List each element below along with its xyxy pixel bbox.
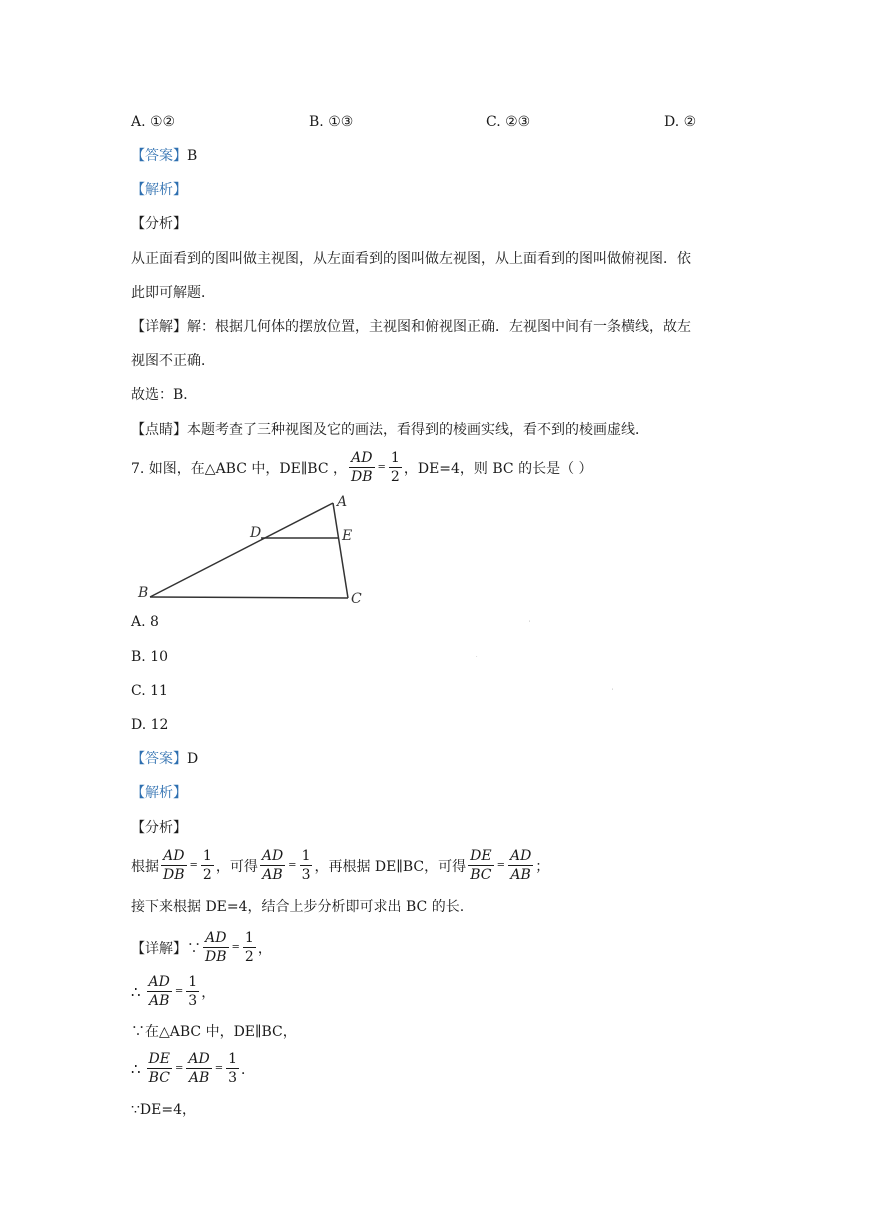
q6-fenxi-heading: 【分析】: [131, 216, 187, 232]
fraction-denominator: 3: [301, 867, 311, 883]
fraction-numerator: AD: [161, 847, 187, 866]
detail-line-1: [131, 929, 272, 966]
detail-tag: 【详解】∵: [131, 940, 201, 957]
fraction-numerator: AD: [509, 848, 532, 864]
answer-tag: 【答案】: [131, 148, 187, 164]
q7-option-d: D. 12: [131, 717, 169, 733]
q7-fraction-denominator: DB: [351, 469, 373, 485]
q7-option-b: B. 10: [131, 649, 169, 665]
equals-sign: =: [496, 860, 505, 871]
fraction-numerator: AD: [261, 848, 284, 864]
fraction-denominator: BC: [470, 867, 492, 883]
detail-fraction-2-rhs: [186, 973, 199, 1010]
analysis-fraction-2-rhs: [300, 847, 313, 884]
detail-line-4: [131, 1050, 255, 1087]
answer-value: D: [187, 751, 199, 767]
q7-fraction: [349, 449, 375, 486]
q7-fraction-rhs: [389, 449, 402, 486]
equals-sign: =: [231, 942, 240, 953]
fraction-numerator: 1: [202, 848, 212, 864]
q6-fenxi-text-1: 从正面看到的图叫做主视图，从左面看到的图叫做左视图，从上面看到的图叫做俯视图．依: [131, 251, 691, 267]
q7-option-a: A. 8: [131, 614, 159, 630]
analysis-fraction-1: [161, 847, 187, 884]
q6-option-a: A. ①②: [131, 114, 176, 130]
fraction-denominator: 2: [202, 867, 212, 883]
q7-stem: [131, 449, 593, 486]
equals-sign: =: [174, 986, 184, 997]
q6-xiangjie-text-2: 视图不正确．: [131, 353, 215, 369]
fraction-denominator: DB: [205, 949, 227, 965]
q7-answer: [131, 749, 198, 769]
fraction-numerator: AD: [188, 1051, 210, 1067]
q6-jiexi-heading: 【解析】: [131, 182, 187, 198]
q6-option-b: B. ①③: [309, 114, 354, 130]
analysis-fraction-2: [260, 847, 285, 884]
equals-sign: =: [175, 1063, 184, 1074]
detail-line-2: [131, 973, 215, 1010]
q6-option-c: C. ②③: [486, 114, 531, 130]
equals-sign: =: [189, 860, 198, 871]
label-b: B: [138, 585, 149, 601]
fraction-denominator: AB: [188, 1070, 210, 1086]
detail-last-line: ∵DE=4，: [131, 1102, 196, 1118]
fraction-numerator: 1: [301, 848, 311, 864]
fraction-denominator: 3: [188, 993, 198, 1009]
label-d: D: [250, 525, 262, 541]
analysis-text-gen: 根据: [131, 858, 159, 875]
label-a: A: [337, 494, 348, 510]
analysis-fraction-1-rhs: [201, 847, 214, 884]
scan-speck: ': [612, 688, 614, 694]
triangle-figure: [135, 493, 375, 608]
detail-fraction-de-bc: [147, 1050, 172, 1087]
fraction-denominator: 3: [228, 1070, 238, 1086]
fraction-denominator: AB: [262, 867, 283, 883]
fraction-numerator: 1: [188, 974, 198, 990]
q7-stem-suffix: ，DE=4，则 BC 的长是（ ）: [403, 460, 593, 477]
detail-fraction-1-rhs: [243, 929, 256, 966]
equals-sign: =: [214, 1063, 224, 1074]
analysis-fraction-3: [468, 847, 493, 884]
fraction-numerator: AD: [148, 974, 170, 990]
q6-dianjing: 【点睛】本题考查了三种视图及它的画法，看得到的棱画实线，看不到的棱画虚线．: [131, 422, 649, 438]
scan-speck: ·: [476, 654, 478, 660]
therefore-symbol: ∴: [131, 982, 141, 1001]
q7-fenxi-heading: 【分析】: [131, 820, 187, 836]
answer-tag: 【答案】: [131, 751, 187, 767]
q6-conclusion: 故选：B．: [131, 387, 198, 403]
q7-stem-prefix: 7. 如图，在△ABC 中，DE∥BC ，: [131, 460, 348, 477]
fraction-numerator: DE: [470, 848, 492, 864]
detail-fraction-1: [203, 929, 229, 966]
fraction-numerator: 1: [244, 930, 254, 946]
q7-fraction-numerator: AD: [349, 449, 375, 468]
q6-answer: [131, 146, 197, 166]
label-c: C: [351, 591, 362, 607]
detail-fraction-2: [147, 973, 172, 1010]
fraction-numerator: DE: [148, 1051, 170, 1067]
fraction-denominator: BC: [148, 1070, 170, 1086]
analysis-text-keyi: ，可得: [215, 858, 258, 875]
label-e: E: [342, 528, 353, 544]
comma: ，: [201, 984, 216, 1001]
detail-fraction-1-3: [226, 1050, 239, 1087]
q7-equals: =: [377, 462, 386, 473]
analysis-text-end: ；: [535, 858, 550, 875]
q7-option-c: C. 11: [131, 683, 168, 699]
side-bc: [150, 597, 348, 598]
detail-because-line: ∵在△ABC 中，DE∥BC，: [131, 1024, 297, 1040]
scan-speck: ': [529, 620, 531, 626]
comma: ，: [257, 940, 272, 957]
equals-sign: =: [288, 860, 297, 871]
side-ba: [150, 503, 333, 597]
analysis-text-mid: ，再根据 DE∥BC，可得: [314, 858, 467, 875]
q6-fenxi-text-2: 此即可解题．: [131, 285, 215, 301]
fraction-numerator: 1: [228, 1051, 238, 1067]
fraction-denominator: AB: [510, 867, 531, 883]
fraction-denominator: AB: [149, 993, 170, 1009]
analysis-fraction-3-rhs: [508, 847, 533, 884]
q7-rhs-numerator: 1: [390, 450, 400, 466]
fraction-denominator: 2: [244, 949, 254, 965]
detail-fraction-ad-ab: [186, 1050, 211, 1087]
answer-value: B: [187, 148, 198, 164]
fraction-denominator: DB: [163, 867, 185, 883]
side-ac: [333, 503, 348, 598]
analysis-line: [131, 847, 549, 884]
q6-xiangjie-text-1: 【详解】解：根据几何体的摆放位置，主视图和俯视图正确．左视图中间有一条横线，故左: [131, 319, 691, 335]
q7-jiexi-heading: 【解析】: [131, 785, 187, 801]
therefore-symbol: ∴: [131, 1059, 141, 1078]
q6-option-d: D. ②: [664, 114, 697, 130]
q7-rhs-denominator: 2: [390, 469, 400, 485]
fraction-numerator: AD: [203, 929, 229, 948]
period: ．: [241, 1061, 256, 1078]
analysis-next-line: 接下来根据 DE=4，结合上步分析即可求出 BC 的长.: [131, 899, 465, 915]
